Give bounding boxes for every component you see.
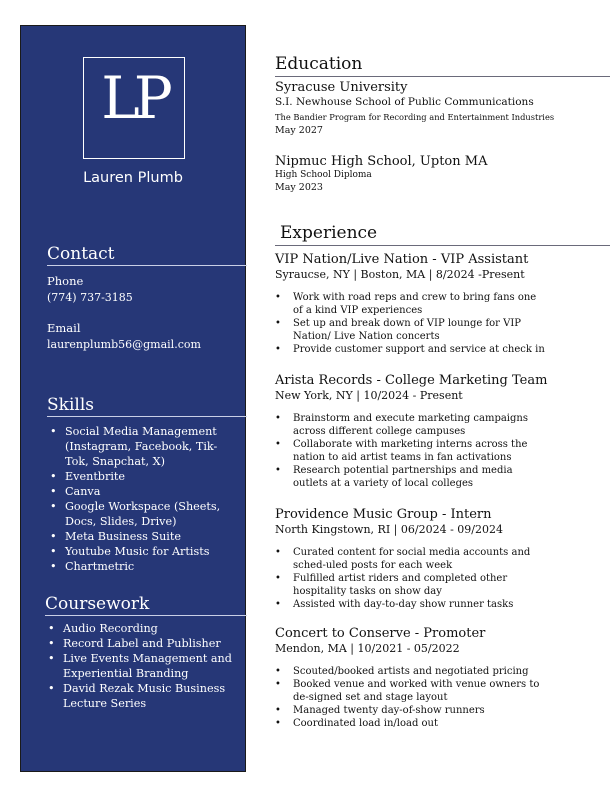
job-duties — [275, 412, 545, 490]
skill-item: • Meta Business Suite — [47, 529, 222, 544]
duty-item: • Curated content for social media accounts and sched-uled posts for each week — [275, 546, 545, 572]
graduation-date: May 2027 — [275, 125, 323, 136]
duty-item: • Scouted/booked artists and negotiated pricing — [275, 665, 545, 678]
email-address: laurenplumb56@gmail.com — [47, 338, 201, 351]
college-name: S.I. Newhouse School of Public Communications — [275, 96, 534, 108]
course-item: • David Rezak Music Business Lecture Series — [45, 681, 240, 711]
job-meta: Syraucse, NY | Boston, MA | 8/2024 -Present — [275, 268, 525, 281]
duty-item: • Booked venue and worked with venue owners to de-signed set and stage layout — [275, 678, 545, 704]
skill-item: • Chartmetric — [47, 559, 222, 574]
job-title: Arista Records - College Marketing Team — [275, 373, 548, 388]
skills-list — [47, 424, 222, 574]
skill-item: • Social Media Management (Instagram, Facebook, Tik-Tok, Snapchat, X) — [47, 424, 222, 469]
sidebar — [20, 25, 246, 772]
experience-heading: Experience — [275, 223, 610, 246]
duty-item: • Assisted with day-to-day show runner tasks — [275, 598, 545, 611]
duty-item: • Managed twenty day-of-show runners — [275, 704, 545, 717]
course-item: • Audio Recording — [45, 621, 240, 636]
duty-item: • Collaborate with marketing interns across the nation to aid artist teams in fan activations — [275, 438, 545, 464]
skill-item: • Google Workspace (Sheets, Docs, Slides, Drive) — [47, 499, 222, 529]
duty-item: • Set up and break down of VIP lounge for VIP Nation/ Live Nation concerts — [275, 317, 545, 343]
duty-item: • Fulfilled artist riders and completed other hospitality tasks on show day — [275, 572, 545, 598]
contact-heading: Contact — [47, 244, 247, 266]
candidate-name: Lauren Plumb — [83, 170, 183, 186]
email-label: Email — [47, 321, 81, 335]
job-duties — [275, 546, 545, 611]
monogram-logo — [83, 57, 185, 159]
duty-item: • Provide customer support and service at check in — [275, 343, 545, 356]
job-duties — [275, 291, 545, 356]
coursework-heading: Coursework — [45, 594, 247, 616]
program-name: The Bandier Program for Recording and Entertainment Industries — [275, 112, 555, 122]
job-title: Concert to Conserve - Promoter — [275, 626, 486, 641]
job-meta: New York, NY | 10/2024 - Present — [275, 389, 463, 402]
skill-item: • Canva — [47, 484, 222, 499]
graduation-date: May 2023 — [275, 182, 323, 193]
phone-number: (774) 737-3185 — [47, 291, 133, 304]
school-name: Nipmuc High School, Upton MA — [275, 154, 488, 169]
skills-heading: Skills — [47, 395, 247, 417]
duty-item: • Research potential partnerships and media outlets at a variety of local colleges — [275, 464, 545, 490]
duty-item: • Brainstorm and execute marketing campaigns across different college campuses — [275, 412, 545, 438]
skill-item: • Youtube Music for Artists — [47, 544, 222, 559]
duty-item: • Work with road reps and crew to bring fans one of a kind VIP experiences — [275, 291, 545, 317]
job-title: Providence Music Group - Intern — [275, 507, 492, 522]
course-item: • Live Events Management and Experiential Branding — [45, 651, 240, 681]
program-name: High School Diploma — [275, 170, 372, 180]
job-meta: Mendon, MA | 10/2021 - 05/2022 — [275, 642, 460, 655]
job-duties — [275, 665, 545, 730]
course-item: • Record Label and Publisher — [45, 636, 240, 651]
education-heading: Education — [275, 54, 610, 77]
monogram-letters: LP — [101, 64, 167, 132]
coursework-list — [45, 621, 240, 711]
school-name: Syracuse University — [275, 80, 408, 95]
skill-item: • Eventbrite — [47, 469, 222, 484]
job-title: VIP Nation/Live Nation - VIP Assistant — [275, 252, 529, 267]
phone-label: Phone — [47, 274, 84, 288]
job-meta: North Kingstown, RI | 06/2024 - 09/2024 — [275, 523, 503, 536]
duty-item: • Coordinated load in/load out — [275, 717, 545, 730]
